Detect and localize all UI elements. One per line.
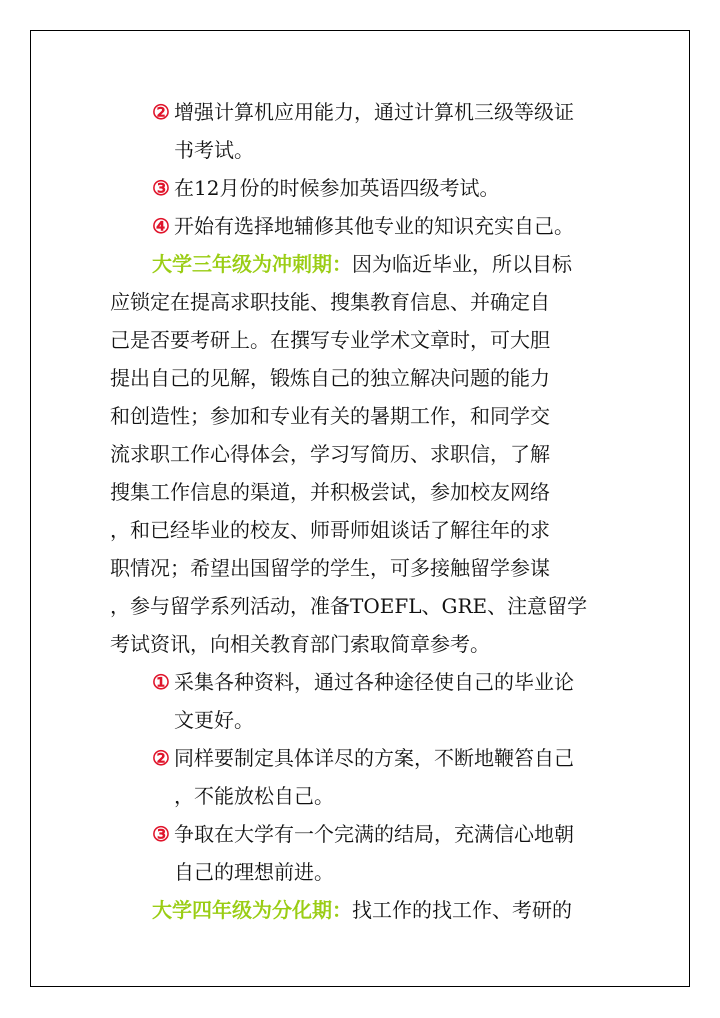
paragraph-line: 提出自己的见解，锻炼自己的独立解决问题的能力 (110, 366, 550, 390)
paragraph-line: 应锁定在提高求职技能、搜集教育信息、并确定自 (110, 290, 550, 314)
paragraph-line: 搜集工作信息的渠道，并积极尝试，参加校友网络 (110, 480, 550, 504)
item-text-continued: 书考试。 (174, 138, 254, 162)
list-item (110, 207, 615, 245)
paragraph-line: ，和已经毕业的校友、师哥师姐谈话了解往年的求 (110, 518, 550, 542)
paragraph-line: 找工作的找工作、考研的 (352, 898, 572, 922)
item-text: 同样要制定具体详尽的方案，不断地鞭笞自己 (174, 746, 574, 770)
document-body (110, 93, 615, 929)
paragraph-line: 和创造性；参加和专业有关的暑期工作，和同学交 (110, 404, 550, 428)
paragraph-line: 职情况；希望出国留学的学生，可多接触留学参谋 (110, 556, 550, 580)
item-text: 开始有选择地辅修其他专业的知识充实自己。 (174, 214, 574, 238)
item-text: 在12月份的时候参加英语四级考试。 (174, 176, 500, 200)
paragraph-line: ，参与留学系列活动，准备TOEFL、GRE、注意留学 (110, 594, 588, 618)
item-number: ③ (152, 822, 170, 846)
senior-year-paragraph (110, 891, 615, 929)
item-text-continued: ，不能放松自己。 (174, 784, 334, 808)
list-item (110, 815, 615, 891)
item-text: 增强计算机应用能力，通过计算机三级等级证 (174, 100, 574, 124)
paragraph-line: 己是否要考研上。在撰写专业学术文章时，可大胆 (110, 328, 550, 352)
paragraph-line: 因为临近毕业，所以目标 (352, 252, 572, 276)
item-number: ② (152, 100, 170, 124)
item-number: ④ (152, 214, 170, 238)
section-heading: 大学四年级为分化期： (152, 898, 352, 922)
item-number: ① (152, 670, 170, 694)
item-text: 争取在大学有一个完满的结局，充满信心地朝 (174, 822, 574, 846)
item-number: ② (152, 746, 170, 770)
section-heading: 大学三年级为冲刺期： (152, 252, 352, 276)
list-item (110, 663, 615, 739)
item-text: 采集各种资料，通过各种途径使自己的毕业论 (174, 670, 574, 694)
list-item (110, 169, 615, 207)
list-item (110, 93, 615, 169)
junior-year-paragraph (110, 245, 615, 663)
list-item (110, 739, 615, 815)
paragraph-line: 流求职工作心得体会，学习写简历、求职信，了解 (110, 442, 550, 466)
item-text-continued: 文更好。 (174, 708, 254, 732)
item-text-continued: 自己的理想前进。 (174, 860, 334, 884)
paragraph-line: 考试资讯，向相关教育部门索取简章参考。 (110, 632, 490, 656)
item-number: ③ (152, 176, 170, 200)
